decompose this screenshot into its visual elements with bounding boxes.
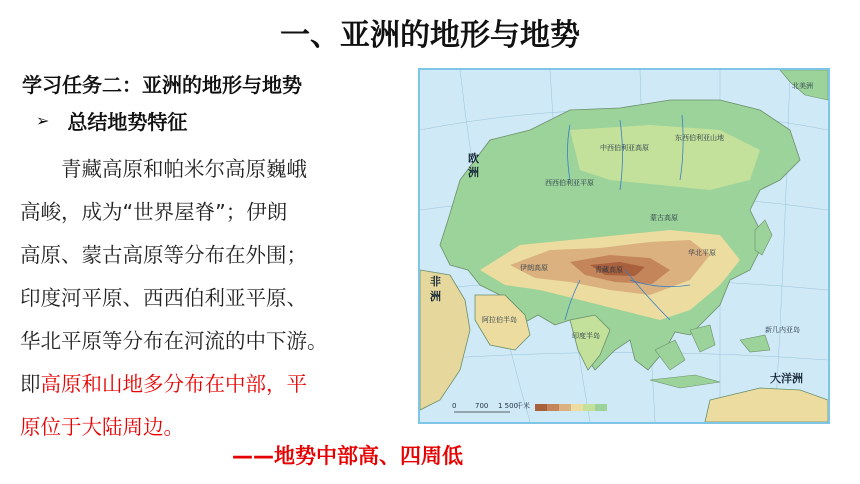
body-line: 高原、蒙古高原等分布在外围； — [20, 243, 307, 267]
conclusion-text: ——地势中部高、四周低 — [232, 444, 463, 468]
label-mongolia: 蒙古高原 — [650, 214, 678, 222]
body-line: 高峻，成为“世界屋脊”；伊朗 — [20, 200, 288, 224]
page-title: 一、亚洲的地形与地势 — [280, 18, 580, 53]
body-line: 华北平原等分布在河流的中下游。 — [20, 329, 328, 353]
body-text — [20, 148, 396, 449]
label-oceania: 大洋洲 — [770, 372, 803, 385]
scale-label: 700 — [475, 402, 489, 410]
label-tibet: 青藏高原 — [595, 266, 623, 274]
elevation-legend — [535, 404, 607, 411]
label-india: 印度半岛 — [572, 332, 600, 340]
body-prefix: 即 — [20, 372, 41, 396]
asia-map — [418, 68, 830, 424]
label-arabia: 阿拉伯半岛 — [482, 316, 517, 324]
label-west-siberia: 西西伯利亚平原 — [545, 179, 594, 187]
label-iran: 伊朗高原 — [520, 264, 548, 272]
label-europe: 欧 — [468, 152, 479, 165]
highlight-text: 高原和山地多分布在中部，平 — [40, 372, 307, 396]
bullet-text: 总结地势特征 — [67, 110, 188, 134]
body-line — [20, 363, 396, 406]
label-africa: 非 — [430, 275, 441, 288]
label-africa-zhou: 洲 — [430, 290, 441, 303]
label-north-china: 华北平原 — [688, 249, 716, 257]
task-heading: 学习任务二：亚洲的地形与地势 — [22, 73, 302, 97]
label-north-america: 北美洲 — [792, 82, 813, 90]
asia-map-image — [420, 70, 828, 422]
scale-label: 0 — [452, 402, 457, 410]
label-east-siberia: 东西伯利亚山地 — [675, 134, 724, 142]
label-europe-zhou: 洲 — [468, 166, 479, 179]
label-mid-siberia: 中西伯利亚高原 — [600, 144, 649, 152]
scale-label: 1 500 — [498, 402, 519, 410]
scale-label: 千米 — [516, 402, 530, 410]
highlight-text: 原位于大陆周边。 — [20, 415, 184, 439]
label-guinea: 新几内亚岛 — [765, 326, 800, 334]
bullet-item — [36, 106, 187, 135]
arrow-right-icon: ➢ — [36, 111, 50, 130]
body-line: 印度河平原、西西伯利亚平原、 — [20, 286, 307, 310]
body-line: 青藏高原和帕米尔高原巍峨 — [20, 157, 307, 181]
